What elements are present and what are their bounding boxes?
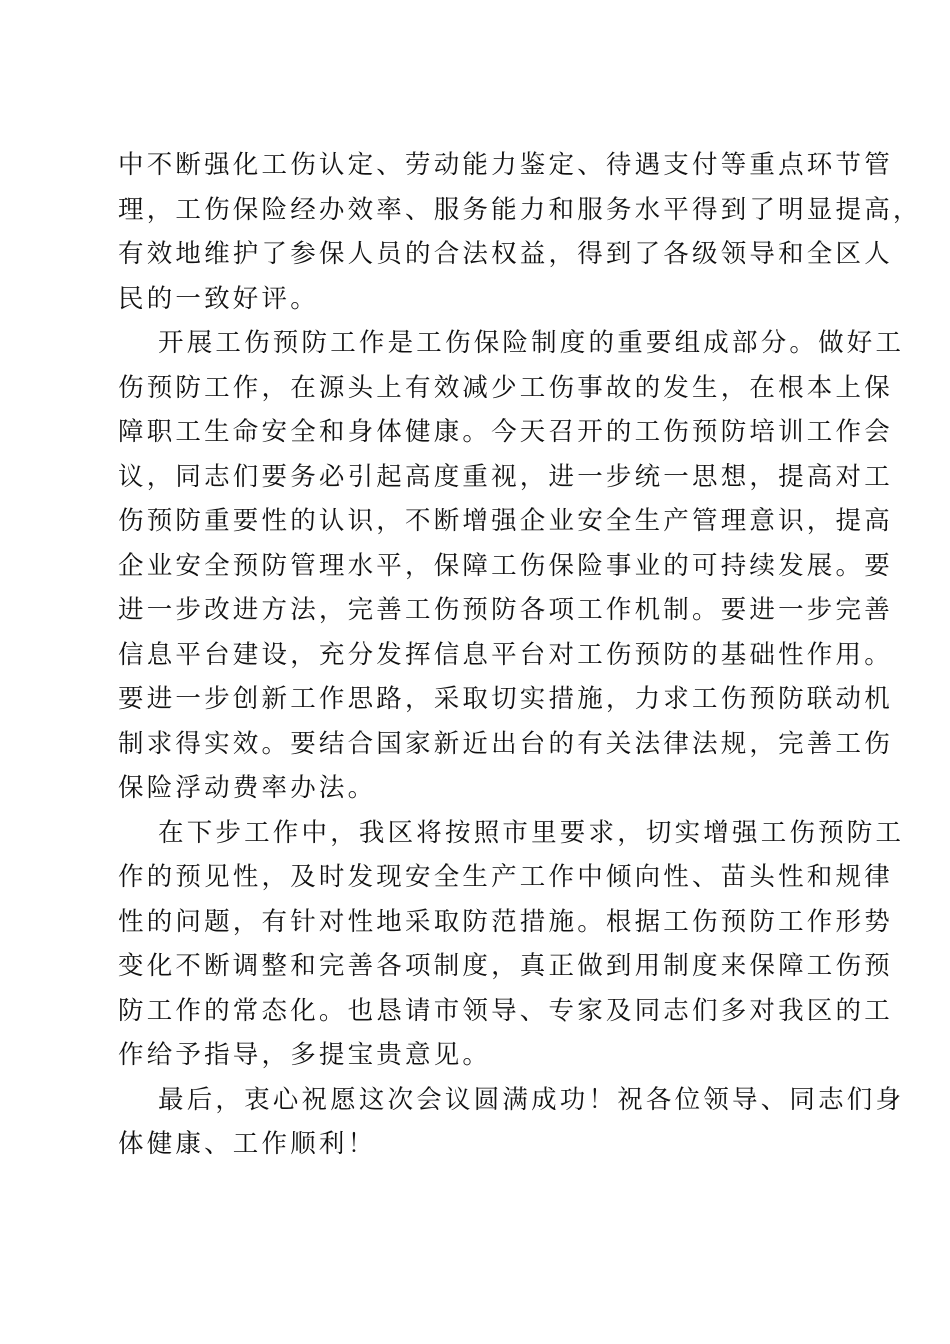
text-line: 性的问题，有针对性地采取防范措施。根据工伤预防工作形势 <box>118 906 893 937</box>
paragraph-start-line: 开展工伤预防工作是工伤保险制度的重要组成部分。做好工 <box>158 328 905 358</box>
text-line: 要进一步创新工作思路，采取切实措施，力求工伤预防联动机 <box>118 684 893 714</box>
text-line: 伤预防工作，在源头上有效减少工伤事故的发生，在根本上保 <box>118 372 893 403</box>
text-line: 企业安全预防管理水平，保障工伤保险事业的可持续发展。要 <box>118 550 893 581</box>
document-body <box>118 143 922 1167</box>
text-line: 议，同志们要务必引起高度重视，进一步统一思想，提高对工 <box>118 461 893 492</box>
text-line: 有效地维护了参保人员的合法权益，得到了各级领导和全区人 <box>118 239 893 269</box>
text-line: 保险浮动费率办法。 <box>118 773 377 803</box>
text-line: 作给予指导，多提宝贵意见。 <box>118 1040 492 1070</box>
text-line: 中不断强化工伤认定、劳动能力鉴定、待遇支付等重点环节管 <box>118 150 893 180</box>
text-line: 信息平台建设，充分发挥信息平台对工伤预防的基础性作用。 <box>118 639 893 670</box>
text-line: 理，工伤保险经办效率、服务能力和服务水平得到了明显提高， <box>118 194 922 225</box>
text-line: 作的预见性，及时发现安全生产工作中倾向性、苗头性和规律 <box>118 862 893 892</box>
text-line: 体健康、工作顺利！ <box>118 1129 377 1159</box>
text-line: 防工作的常态化。也恳请市领导、专家及同志们多对我区的工 <box>118 995 893 1026</box>
text-line: 进一步改进方法，完善工伤预防各项工作机制。要进一步完善 <box>118 595 893 625</box>
text-line: 制求得实效。要结合国家新近出台的有关法律法规，完善工伤 <box>118 728 893 759</box>
text-line: 伤预防重要性的认识，不断增强企业安全生产管理意识，提高 <box>118 506 893 536</box>
paragraph-start-line: 在下步工作中，我区将按照市里要求，切实增强工伤预防工 <box>158 817 905 848</box>
paragraph-start-line: 最后，衷心祝愿这次会议圆满成功！祝各位领导、同志们身 <box>158 1084 905 1115</box>
text-line: 民的一致好评。 <box>118 283 319 314</box>
text-line: 变化不断调整和完善各项制度，真正做到用制度来保障工伤预 <box>118 951 893 981</box>
text-line: 障职工生命安全和身体健康。今天召开的工伤预防培训工作会 <box>118 417 893 447</box>
